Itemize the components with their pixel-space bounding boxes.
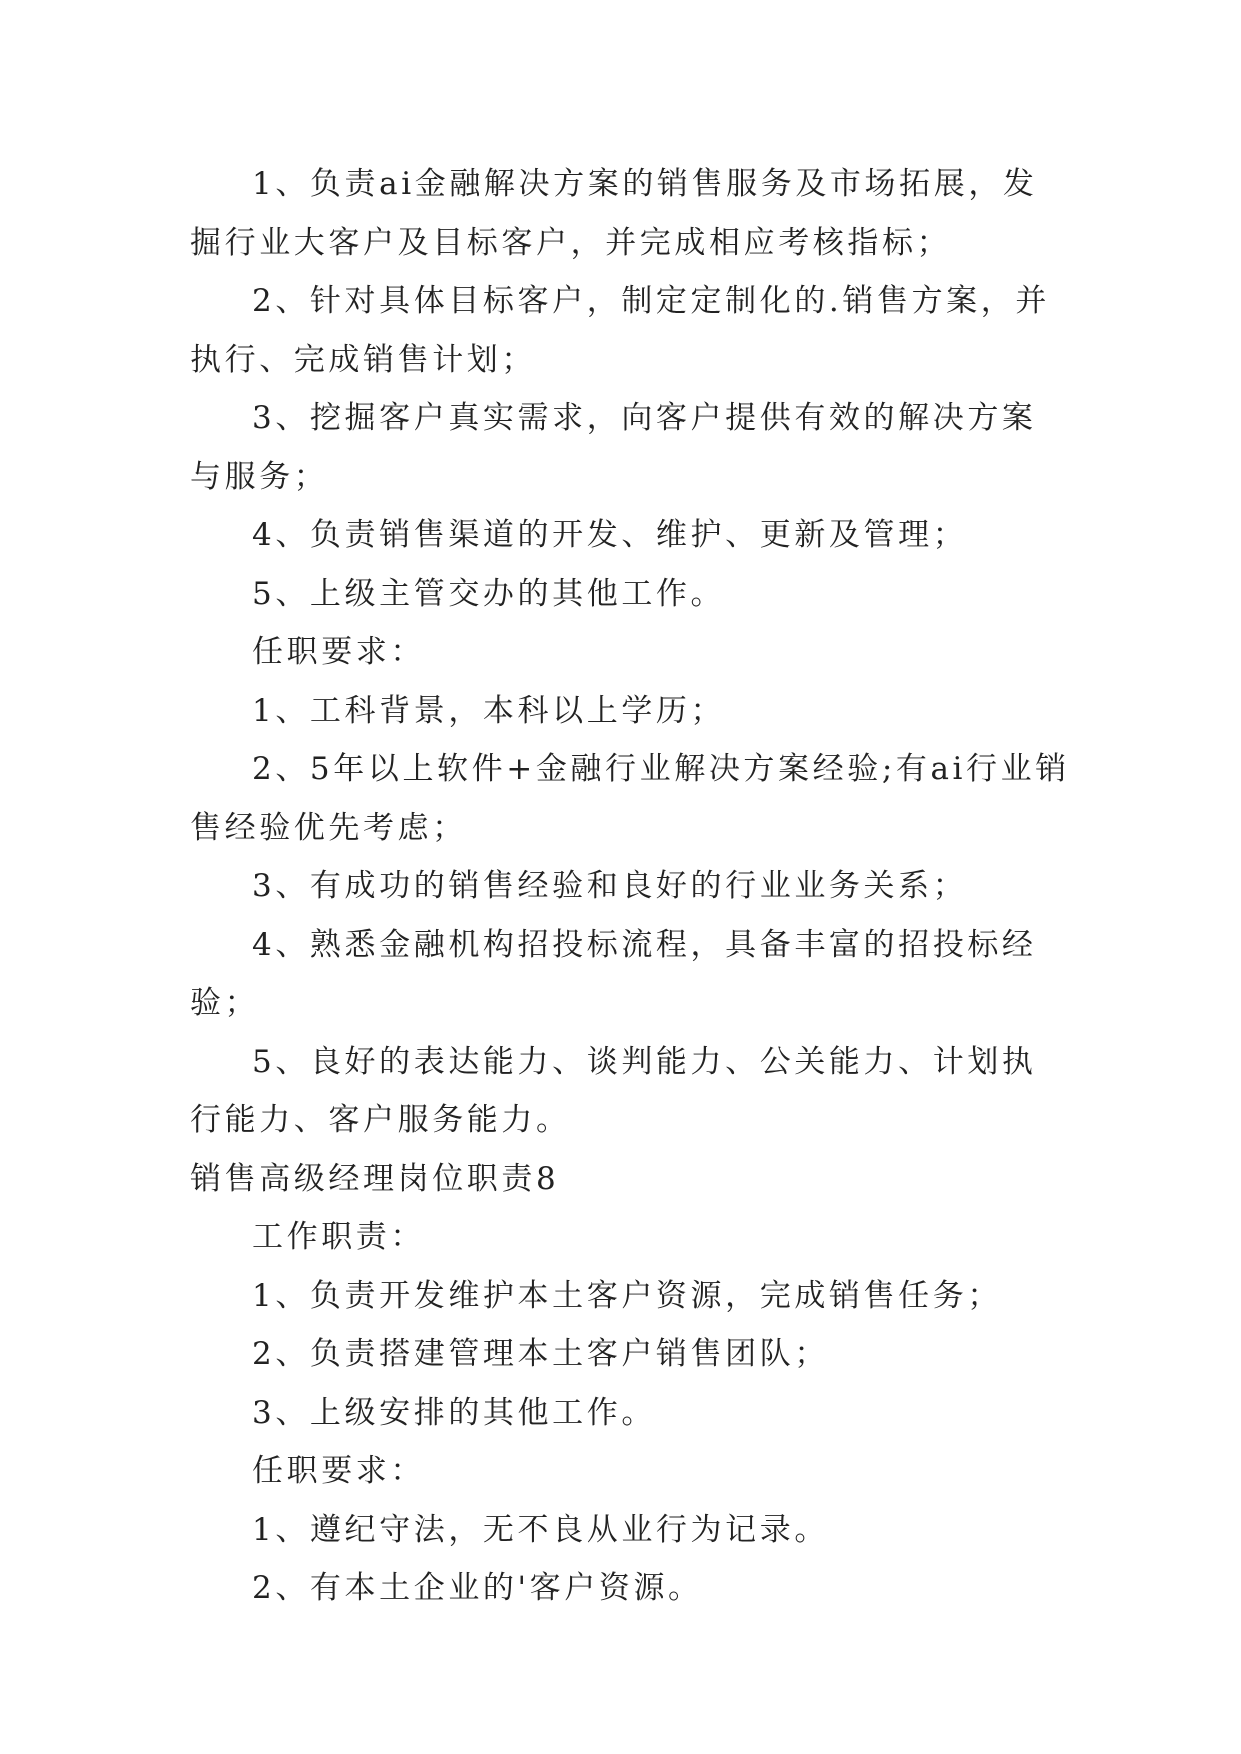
duty-item-4: 4、负责销售渠道的开发、维护、更新及管理； <box>252 517 968 553</box>
requirement-2-item-2: 2、有本土企业的'客户资源。 <box>252 1570 703 1606</box>
work-duty-item-3: 3、上级安排的其他工作。 <box>252 1394 656 1431</box>
work-duty-item-2: 2、负责搭建管理本土客户销售团队； <box>252 1336 829 1372</box>
requirements-heading: 任职要求： <box>252 634 425 670</box>
requirement-2-item-1: 1、遵纪守法，无不良从业行为记录。 <box>252 1511 829 1548</box>
duty-item-1: 1、负责ai金融解决方案的销售服务及市场拓展，发掘行业大客户及目标客户，并完成相应考核指标； <box>190 166 1038 261</box>
requirement-item-1: 1、工科背景，本科以上学历； <box>252 692 726 729</box>
duty-item-2: 2、针对具体目标客户，制定定制化的.销售方案，并执行、完成销售计划； <box>190 283 1050 378</box>
duty-item-3: 3、挖掘客户真实需求，向客户提供有效的解决方案与服务； <box>190 400 1037 495</box>
requirement-item-2: 2、5年以上软件+金融行业解决方案经验;有ai行业销售经验优先考虑； <box>190 751 1070 846</box>
requirement-item-3: 3、有成功的销售经验和良好的行业业务关系； <box>252 868 968 904</box>
document-body <box>190 155 1070 1618</box>
requirement-item-4: 4、熟悉金融机构招投标流程，具备丰富的招投标经验； <box>190 926 1037 1021</box>
requirements-heading-2: 任职要求： <box>252 1453 425 1489</box>
duty-item-5: 5、上级主管交办的其他工作。 <box>252 575 726 612</box>
work-duties-heading: 工作职责： <box>252 1219 425 1255</box>
requirement-item-5: 5、良好的表达能力、谈判能力、公关能力、计划执行能力、客户服务能力。 <box>190 1043 1037 1138</box>
section-title: 销售高级经理岗位职责8 <box>190 1160 560 1197</box>
work-duty-item-1: 1、负责开发维护本土客户资源，完成销售任务； <box>252 1277 1002 1314</box>
